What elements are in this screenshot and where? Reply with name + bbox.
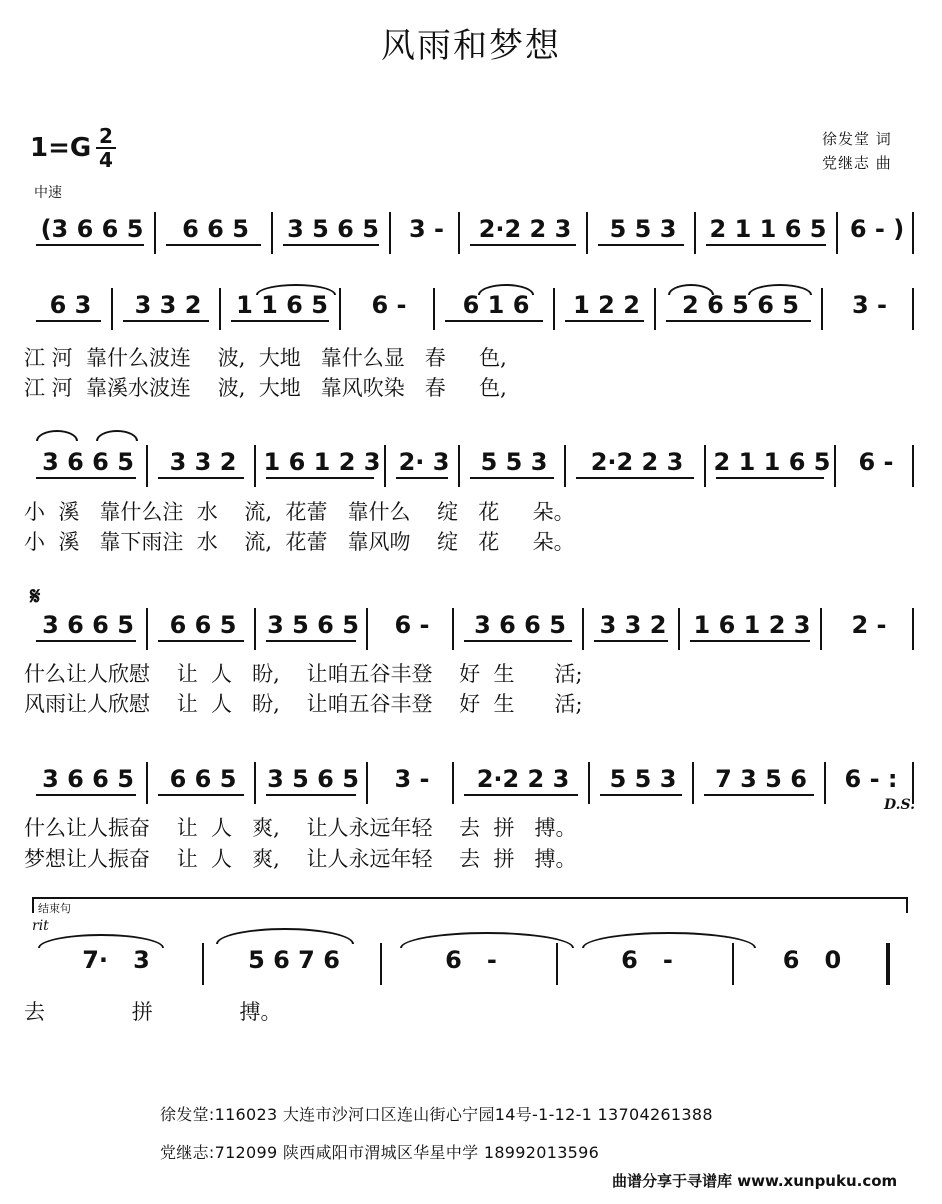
barline [254,762,256,804]
beam-underline [231,320,329,322]
beam-underline [470,477,554,479]
slur [38,934,164,948]
barline [202,943,204,985]
beam-underline [266,640,356,642]
slur [256,284,336,295]
barline [254,608,256,650]
beam-underline [158,640,244,642]
barline [654,288,656,330]
beam-underline [704,794,814,796]
measure: 6 6 5 [169,611,237,639]
barline [582,608,584,650]
measure: 3 6 6 5 [474,611,566,639]
ending-bracket [32,897,908,913]
barline [219,288,221,330]
barline [339,288,341,330]
barline [821,288,823,330]
measure: 6 1 6 [462,291,530,319]
beam-underline [283,244,379,246]
measure: 2 - [851,611,887,639]
barline [458,445,460,487]
slur [96,430,138,441]
measure: 3 - [394,765,430,793]
beam-underline [600,794,682,796]
measure: 6 6 5 [169,765,237,793]
barline [146,445,148,487]
lyric-line-7: 什么让人振奋 让 人 爽, 让人永远年轻 去 拼 搏。 [24,816,577,840]
barline [458,212,460,254]
measure: 6 - [621,946,673,974]
measure: 3 6 6 5 [42,611,134,639]
beam-underline [123,320,209,322]
measure: 5 6 7 6 [248,946,340,974]
barline [820,608,822,650]
lyric-line-8: 梦想让人振奋 让 人 爽, 让人永远年轻 去 拼 搏。 [24,847,577,871]
barline [389,212,391,254]
barline [912,288,914,330]
beam-underline [36,794,136,796]
lyric-line-1: 江 河 靠什么波连 波, 大地 靠什么显 春 色, [24,346,507,370]
measure: 2·2 2 3 [478,215,572,243]
measure: 6 - ) [849,215,905,243]
beam-underline [396,477,448,479]
beam-underline [36,320,101,322]
measure: 2 1 1 6 5 [713,448,831,476]
measure: 6 - [371,291,407,319]
barline [586,212,588,254]
beam-underline [464,640,572,642]
barline [912,212,914,254]
measure: 2· 3 [398,448,450,476]
ds-marking: D.S. [884,797,916,813]
lyric-line-4: 小 溪 靠下雨注 水 流, 花蕾 靠风吻 绽 花 朵。 [24,530,575,554]
beam-underline [565,320,644,322]
measure: 1 6 1 2 3 [693,611,811,639]
barline [912,608,914,650]
beam-underline [716,477,824,479]
barline [146,762,148,804]
beam-underline [464,794,578,796]
slur [668,284,714,295]
measure: (3 6 6 5 [40,215,144,243]
measure: 3 - [851,291,887,319]
slur [216,928,354,944]
measure: 3 3 2 [134,291,202,319]
barline [254,445,256,487]
segno-sign: 𝄋 [30,582,41,610]
measure: 3 3 2 [169,448,237,476]
measure: 5 5 3 [609,765,677,793]
slur [36,430,78,441]
measure: 2·2 2 3 [590,448,684,476]
measure: 1 1 6 5 [236,291,328,319]
barline [154,212,156,254]
beam-underline [576,477,694,479]
beam-underline [594,640,668,642]
beam-underline [158,477,244,479]
lyric-line-2: 江 河 靠溪水波连 波, 大地 靠风吹染 春 色, [24,376,507,400]
measure: 1 6 1 2 3 [263,448,381,476]
ending-label: 结束句 [38,902,71,915]
beam-underline [598,244,684,246]
measure: 6 - [858,448,894,476]
slur [582,932,756,948]
time-signature-bottom: 4 [99,148,113,172]
barline [553,288,555,330]
barline [452,608,454,650]
rit-marking: rit [32,918,49,934]
barline [111,288,113,330]
barline [732,943,734,985]
notation-row-3 [24,445,914,487]
measure: 3 6 6 5 [42,765,134,793]
beam-underline [266,794,356,796]
beam-underline [158,794,244,796]
measure: 7 3 5 6 [715,765,807,793]
lyricist-credit: 徐发堂 词 [822,130,892,148]
measure: 1 2 2 [573,291,640,319]
measure: 6 - [445,946,497,974]
measure: 7· 3 [82,946,150,974]
composer-credit: 党继志 曲 [822,154,892,172]
barline [588,762,590,804]
barline [678,608,680,650]
barline [564,445,566,487]
slur [748,284,812,295]
key-signature: 1=G [30,133,92,163]
barline [824,762,826,804]
barline [433,288,435,330]
measure: 3 5 6 5 [287,215,379,243]
beam-underline [445,320,543,322]
footer-contact-lyricist: 徐发堂:116023 大连市沙河口区连山街心宁园14号-1-12-1 13704261388 [160,1105,713,1124]
lyric-line-9: 去 拼 搏。 [24,1000,282,1024]
barline [146,608,148,650]
measure: 5 5 3 [480,448,548,476]
measure: 3 6 6 5 [42,448,134,476]
measure: 6 3 [49,291,92,319]
slur [400,932,574,948]
beam-underline [36,244,144,246]
barline [452,762,454,804]
beam-underline [36,640,136,642]
barline [886,943,890,985]
barline [380,943,382,985]
notation-row-5 [24,762,914,804]
barline [384,445,386,487]
measure: 6 - : [844,765,898,793]
beam-underline [36,477,136,479]
time-signature [96,126,116,170]
notation-row-6 [24,943,914,985]
barline [692,762,694,804]
lyric-line-3: 小 溪 靠什么注 水 流, 花蕾 靠什么 绽 花 朵。 [24,500,575,524]
lyric-line-5: 什么让人欣慰 让 人 盼, 让咱五谷丰登 好 生 活; [24,662,583,686]
barline [366,762,368,804]
barline [366,608,368,650]
notation-row-4 [24,608,914,650]
tempo-marking: 中速 [34,185,62,201]
measure: 3 3 2 [599,611,667,639]
barline [704,445,706,487]
beam-underline [266,477,374,479]
beam-underline [166,244,261,246]
measure: 6 - [394,611,430,639]
lyric-line-6: 风雨让人欣慰 让 人 盼, 让咱五谷丰登 好 生 活; [24,692,583,716]
beam-underline [470,244,576,246]
barline [271,212,273,254]
song-title: 风雨和梦想 [381,26,561,66]
measure: 6 0 [782,946,842,974]
measure: 3 - [408,215,444,243]
beam-underline [666,320,811,322]
measure: 2 1 1 6 5 [709,215,827,243]
measure: 2·2 2 3 [476,765,570,793]
barline [834,445,836,487]
measure: 5 5 3 [609,215,677,243]
time-signature-top: 2 [99,124,113,148]
notation-row-1 [24,212,914,254]
slur [478,284,534,295]
measure: 6 6 5 [182,215,249,243]
barline [912,445,914,487]
footer-contact-composer: 党继志:712099 陕西咸阳市渭城区华星中学 18992013596 [160,1143,600,1162]
barline [694,212,696,254]
beam-underline [706,244,826,246]
barline [556,943,558,985]
measure: 3 5 6 5 [267,611,359,639]
source-watermark: 曲谱分享于寻谱库 www.xunpuku.com [612,1172,898,1190]
beam-underline [690,640,810,642]
measure: 3 5 6 5 [267,765,359,793]
measure: 2 6 5 6 5 [682,291,799,319]
barline [836,212,838,254]
